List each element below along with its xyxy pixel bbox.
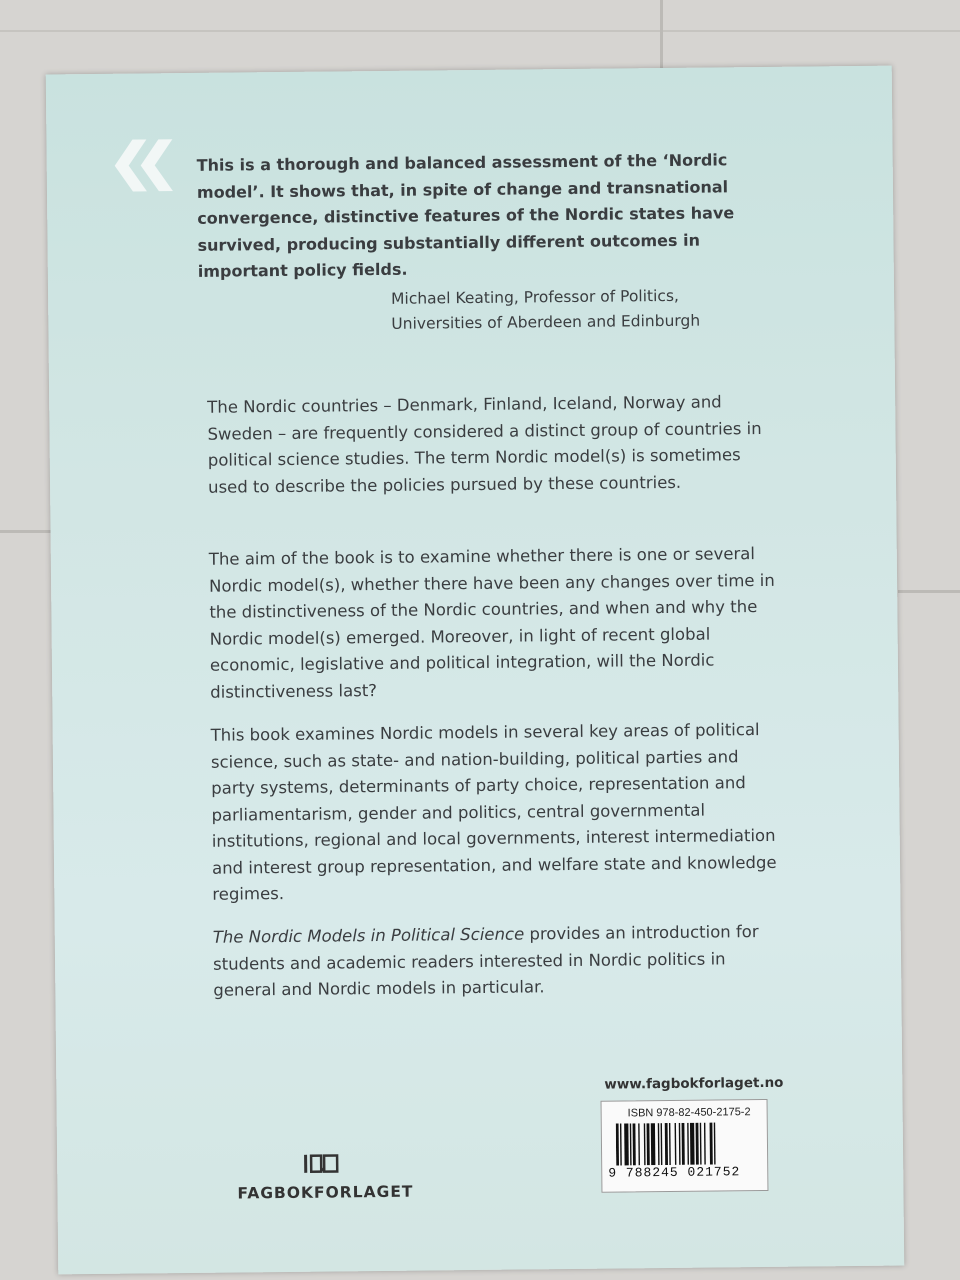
isbn-text: ISBN 978-82-450-2175-2 [627,1106,751,1120]
quote-attribution [391,282,812,336]
description-paragraph: The aim of the book is to examine whether there is one or several Nordic model(s), whether there have been any changes over time in the distinctiveness of the Nordic countries, and when and why the Nordic model(s) emerged. Moreover, in light of recent global economic, legislative and political integration, will the Nordic distinctiveness last? [208,544,775,702]
paragraph-text: provides an introduction for students and academic readers interested in Nordic politics in general and Nordic models in particular. [212,922,759,1000]
book-title: The Nordic Models in Political Science [212,924,525,947]
book-back-cover [46,66,905,1275]
barcode-label [601,1099,769,1193]
quote-mark-icon [112,139,179,192]
barcode-icon [616,1122,756,1165]
description-paragraph: The Nordic countries – Denmark, Finland, Iceland, Norway and Sweden – are frequently considered a distinct group of countries in political science studies. The term Nordic model(s) is sometimes used to describe the policies pursued by these countries. [207,392,762,497]
barcode-digits: 9 788245 021752 [608,1164,741,1181]
attribution-line: Michael Keating, Professor of Politics, [391,286,679,308]
publisher-name: FAGBOKFORLAGET [237,1182,414,1203]
tile-seam [660,0,663,70]
tile-seam [0,30,960,32]
review-quote: This is a thorough and balanced assessment of the ‘Nordic model’. It shows that, in spite of change and transnational convergence, distinctive features of the Nordic states have survived, producing substantially different outcomes in important policy fields. [196,150,735,281]
publisher-logo-icon [303,1151,341,1175]
description-paragraph [213,919,784,1004]
publisher-website: www.fagbokforlaget.no [604,1074,784,1093]
tile-seam [898,590,960,593]
description-paragraph: This book examines Nordic models in several key areas of political science, such as state- and nation-building, political parties and party systems, determinants of party choice, representation and parliamentarism, gender and politics, central governmental institutions, regional and local governments, interest intermediation and interest group representation, and welfare state and knowledge regimes. [210,720,777,904]
attribution-line: Universities of Aberdeen and Edinburgh [391,311,701,333]
